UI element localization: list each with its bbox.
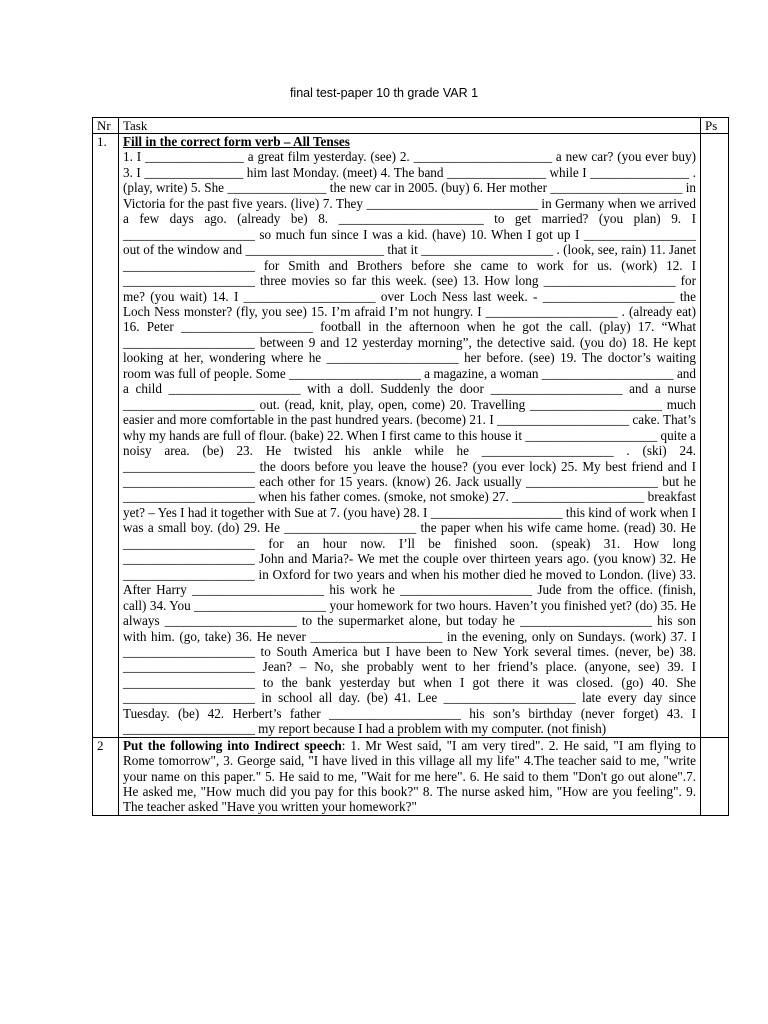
header-ps: Ps bbox=[701, 118, 729, 134]
task-table bbox=[92, 117, 729, 816]
document-title: final test-paper 10 th grade VAR 1 bbox=[289, 86, 479, 100]
task-title: Fill in the correct form verb – All Tenses bbox=[123, 134, 350, 149]
task-number: 1. bbox=[93, 134, 119, 738]
points-cell bbox=[701, 134, 729, 738]
task-cell bbox=[119, 134, 701, 738]
task-cell bbox=[119, 737, 701, 815]
points-cell bbox=[701, 737, 729, 815]
task-number: 2 bbox=[93, 737, 119, 815]
task-text: 1. I _______________ a great film yesterday. (see) 2. _____________________ a new car? (you ever buy) 3. I _______________ him last Monday. (meet) 4. The band _______________ while I _______________ . (play, write) 5. She _______________ the new car in 2005. (buy) 6. Her mother ____________________ in Victoria for the past five years. (live) 7. They __________________________ in Germany when we arrived a few days ago. (already be) 8. ______________________ to get married? (you plan) 9. I ____________________ so much fun since I was a kid. (have) 10. When I got up I _________________ out of the window and _____________________ that it ____________________ . (look, see, rain) 11. Janet ____________________ for Smith and Brothers before she came to work for us. (work) 12. I ____________________ three movies so far this week. (see) 13. How long ____________________ for me? (you wait) 14. I ____________________ over Loch Ness last week. - ____________________ the Loch Ness monster? (fly, you see) 15. I’m afraid I’m not hungry. I ____________________ . (already eat) 16. Peter ____________________ football in the afternoon when he got the call. (play) 17. “What ____________________ between 9 and 12 yesterday morning”, the detective said. (you do) 18. He kept looking at her, wondering where he ____________________ her before. (see) 19. The doctor’s waiting room was full of people. Some ____________________ a magazine, a woman ____________________ and a child ____________________ with a doll. Suddenly the door ____________________ and a nurse ____________________ out. (read, knit, play, open, come) 20. Travelling ____________________ much easier and more comfortable in the past hundred years. (become) 21. I ____________________ cake. That’s why my hands are full of flour. (bake) 22. When I first came to this house it ____________________ quite a noisy area. (be) 23. He twisted his ankle while he ____________________ . (ski) 24. ____________________ the doors before you leave the house? (you ever lock) 25. My best friend and I ____________________ each other for 15 years. (know) 26. Jack usually ____________________ but he ____________________ when his father comes. (smoke, not smoke) 27. ____________________ breakfast yet? – Yes I had it together with Sue at 7. (you have) 28. I ____________________ this kind of work when I was a small boy. (do) 29. He ____________________ the paper when his wife came home. (read) 30. He ____________________ for an hour now. I’ll be finished soon. (speak) 31. How long ____________________ John and Maria?- We met the couple over thirteen years ago. (you know) 32. He ____________________ in Oxford for two years and when his mother died he moved to London. (live) 33. After Harry ____________________ his work he ____________________ Jude from the office. (finish, call) 34. You ____________________ your homework for two hours. Haven’t you finished yet? (do) 35. He always ____________________ to the supermarket alone, but today he ____________________ his son with him. (go, take) 36. He never ____________________ in the evening, only on Sundays. (work) 37. I ____________________ to South America but I have been to New York several times. (never, be) 38. ____________________ Jean? – No, she probably went to her friend’s place. (anyone, see) 39. I ____________________ to the bank yesterday but when I got there it was closed. (go) 40. She ____________________ in school all day. (be) 41. Lee ____________________ late every day since Tuesday. (be) 42. Herbert’s father ____________________ his son’s birthday (never forget) 43. I ____________________ my report because I had a problem with my computer. (not finish) bbox=[123, 149, 696, 737]
header-task: Task bbox=[119, 118, 701, 134]
table-row bbox=[93, 737, 729, 815]
task-title: Put the following into Indirect speech bbox=[123, 737, 342, 753]
task-text: : 1. Mr West said, "I am very tired". 2. He said, "I am flying to Rome tomorrow", 3. George said, "I have lived in this village all my life" 4.The teacher said to me, "write your name on this paper." 5. He said to me, "Wait for me here". 6. He said to them "Don't go out alone".7. He asked me, "How much did you pay for this book?" 8. The nurse asked him, "How are you feeling". 9. The teacher asked "Have you written your homework?" bbox=[123, 737, 696, 815]
table-header-row bbox=[93, 118, 729, 134]
header-nr: Nr bbox=[93, 118, 119, 134]
table-row bbox=[93, 134, 729, 738]
